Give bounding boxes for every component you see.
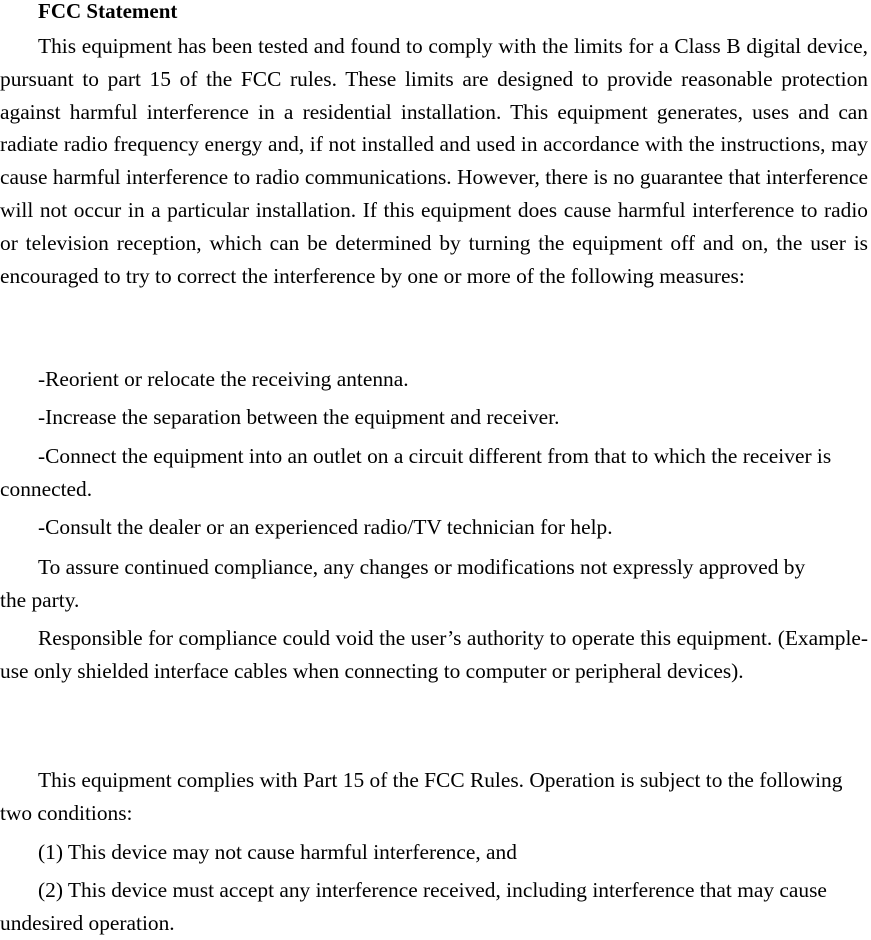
responsible-party-paragraph: Responsible for compliance could void the user’s authority to operate this equipment. (Example- use only shielded interface cables when connecting to computer or peripheral devices). (0, 626, 868, 683)
compliance-paragraph: To assure continued compliance, any changes or modifications not expressly approved by the party. (0, 555, 806, 612)
measure-reorient: -Reorient or relocate the receiving antenna. (38, 367, 409, 391)
document-title: FCC Statement (38, 0, 178, 23)
measure-increase-separation: -Increase the separation between the equipment and receiver. (38, 405, 560, 429)
measure-connect-outlet: -Connect the equipment into an outlet on a circuit different from that to which the receiver is connected. (0, 444, 832, 501)
intro-paragraph: This equipment has been tested and found to comply with the limits for a Class B digital device, pursuant to part 15 of the FCC rules. These limits are designed to provide reasonable protection against harmful interference in a residential installation. This equipment generates, uses and can radiate radio frequency energy and, if not installed and used in accordance with the instructions, may cause harmful interference to radio communications. However, there is no guarantee that interference will not occur in a particular installation. If this equipment does cause harmful interference to radio or television reception, which can be determined by turning the equipment off and on, the user is encouraged to try to correct the interference by one or more of the following measures: (0, 34, 868, 288)
condition-2: (2) This device must accept any interference received, including interference that may cause undesired operation. (0, 878, 827, 935)
part15-paragraph: This equipment complies with Part 15 of the FCC Rules. Operation is subject to the following two conditions: (0, 768, 843, 825)
condition-1: (1) This device may not cause harmful interference, and (38, 840, 517, 864)
measure-consult-dealer: -Consult the dealer or an experienced radio/TV technician for help. (38, 515, 613, 539)
